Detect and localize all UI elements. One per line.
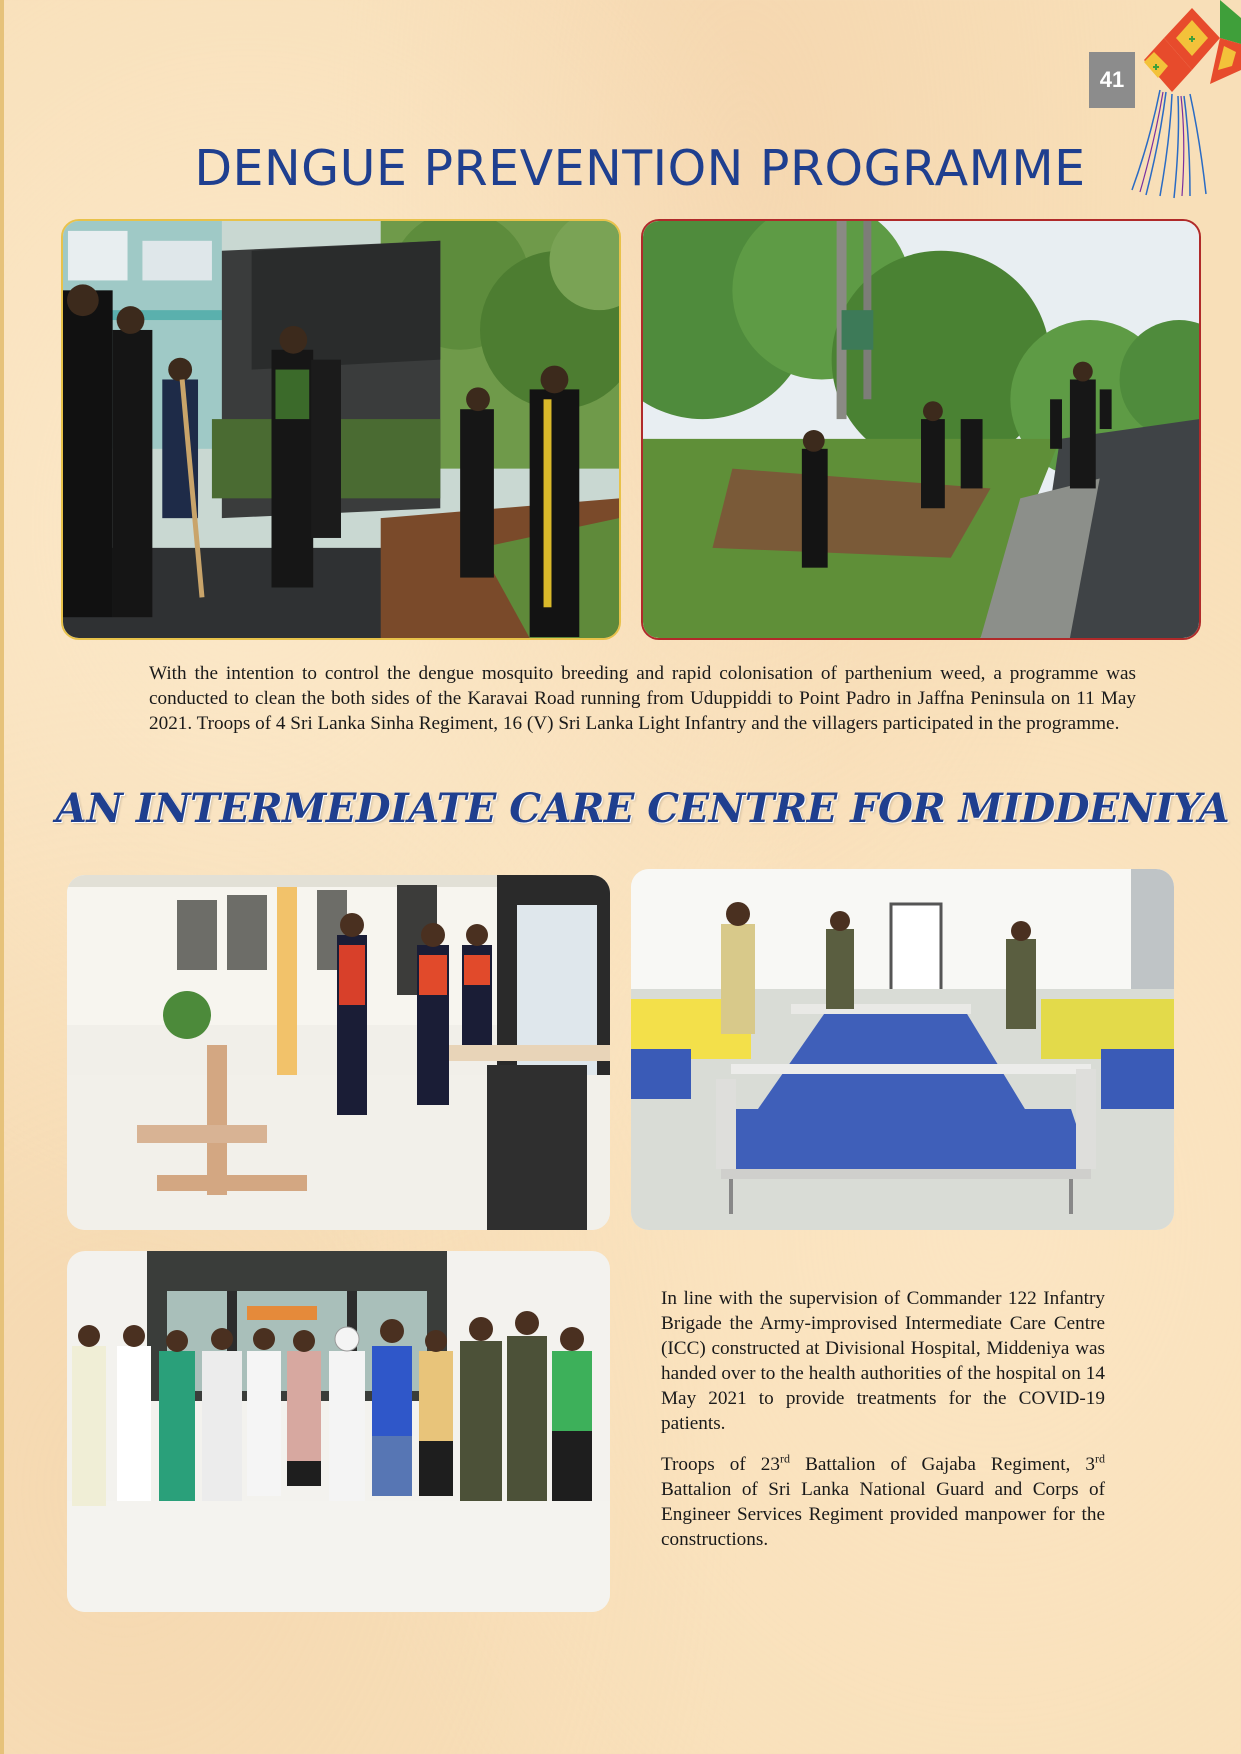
photo-soldiers-clearing-roadside	[641, 219, 1201, 640]
photo-workers-building-furniture	[67, 875, 610, 1230]
photo-handover-group	[67, 1251, 610, 1612]
ordinal-rd-2: rd	[1095, 1451, 1105, 1466]
photo-soldiers-loading-truck	[61, 219, 621, 640]
troops-text-b: Battalion of Gajaba Regiment, 3	[790, 1454, 1095, 1475]
page-number: 41	[1089, 52, 1135, 108]
troops-text-c: Battalion of Sri Lanka National Guard and Corps of Engineer Services Regiment provided manpower for the constructions.	[661, 1479, 1105, 1550]
icc-section-title: AN INTERMEDIATE CARE CENTRE FOR MIDDENIYA	[55, 785, 1230, 832]
dengue-description: With the intention to control the dengue mosquito breeding and rapid colonisation of parthenium weed, a programme was conducted to clean the both sides of the Karavai Road running from Uduppiddi to Point Padro in Jaffna Peninsula on 11 May 2021. Troops of 4 Sri Lanka Sinha Regiment, 16 (V) Sri Lanka Light Infantry and the villagers participated in the programme.	[149, 663, 1136, 734]
photo-hospital-beds	[631, 869, 1174, 1230]
troops-text-a: Troops of 23	[661, 1454, 780, 1475]
icc-description: In line with the supervision of Commander 122 Infantry Brigade the Army-improvised Intermediate Care Centre (ICC) constructed at Divisional Hospital, Middeniya was handed over to the health authorities of the hospital on 14 May 2021 to provide treatments for the COVID-19 patients.	[661, 1288, 1105, 1434]
ordinal-rd-1: rd	[780, 1451, 790, 1466]
icc-troops-description	[661, 1452, 1105, 1552]
dengue-section-title: DENGUE PREVENTION PROGRAMME	[194, 140, 1086, 197]
page-edge-stripe	[0, 0, 4, 1754]
